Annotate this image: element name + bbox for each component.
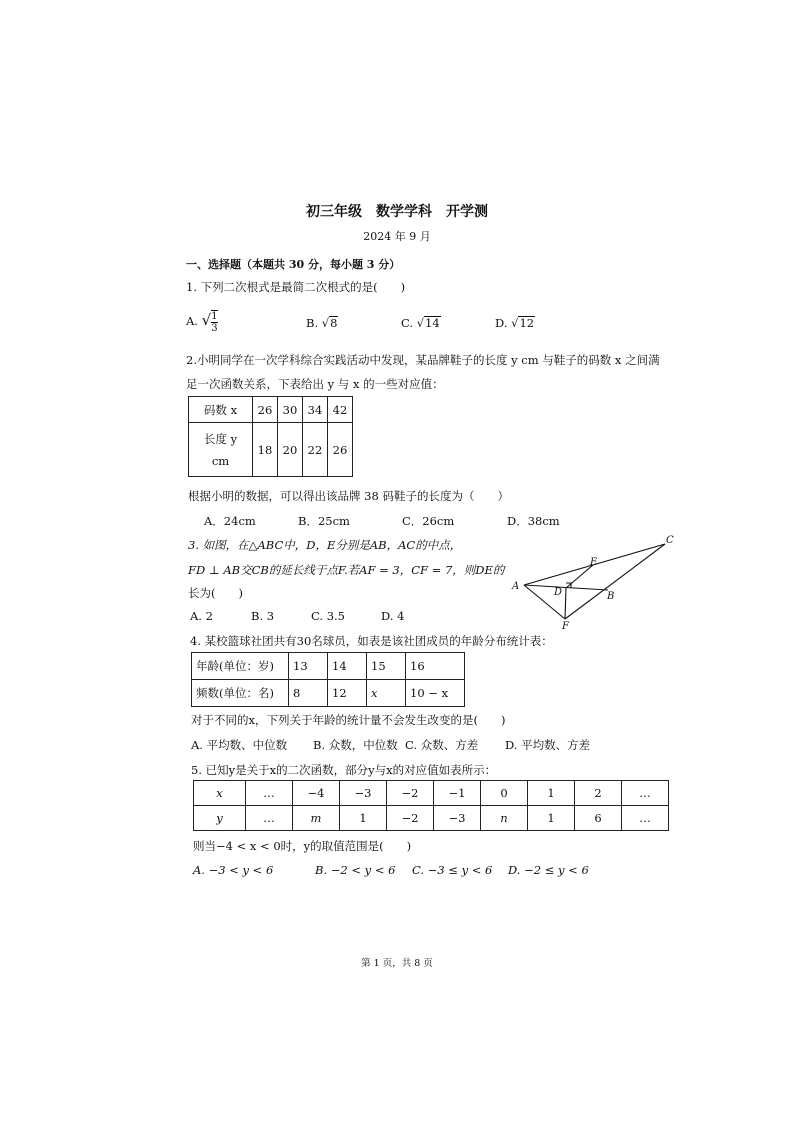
q1-b-radicand: 8 <box>330 316 338 330</box>
table-cell: −4 <box>293 781 340 806</box>
label-e: E <box>590 557 598 568</box>
table-cell: 12 <box>328 680 367 707</box>
table-cell: 1 <box>528 781 575 806</box>
table-cell: 15 <box>367 653 406 680</box>
q3-option: A. 2 <box>190 609 213 623</box>
table-cell: 16 <box>406 653 465 680</box>
q2-line1: 2.小明同学在一次学科综合实践活动中发现，某品牌鞋子的长度 y cm 与鞋子的码数 x 之间满 <box>186 353 660 367</box>
q1-option-c: C. √14 <box>401 316 440 330</box>
q2-row2-label <box>189 423 253 477</box>
table-cell: 8 <box>289 680 328 707</box>
q2-question: 根据小明的数据，可以得出该品牌 38 码鞋子的长度为（ ） <box>188 489 509 503</box>
table-cell: 26 <box>328 423 353 477</box>
q1-option-b: B. √8 <box>306 316 338 330</box>
q4-stem: 4. 某校篮球社团共有30名球员，如表是该社团成员的年龄分布统计表： <box>190 634 553 648</box>
q1-a-label: A. <box>186 314 198 328</box>
q3-option: B. 3 <box>251 609 275 623</box>
q2-option: A．24cm <box>204 514 256 528</box>
q5-question: 则当−4 < x < 0时，y的取值范围是( ) <box>193 839 412 853</box>
q4-option: D. 平均数、方差 <box>505 738 591 752</box>
table-cell: −2 <box>387 806 434 831</box>
table-cell: 1 <box>528 806 575 831</box>
q3-option: D. 4 <box>381 609 405 623</box>
label-c: C <box>666 535 674 546</box>
table-cell: n <box>481 806 528 831</box>
table-cell: 26 <box>253 397 278 423</box>
table-cell: −1 <box>434 781 481 806</box>
table-cell: x <box>367 680 406 707</box>
page-title: 初三年级 数学学科 开学测 <box>306 204 488 220</box>
triangle-figure <box>510 535 680 630</box>
page-footer: 第 1 页，共 8 页 <box>361 958 433 969</box>
label-b: B <box>607 591 615 602</box>
q1-d-label: D. <box>495 316 508 330</box>
q2-line2: 足一次函数关系，下表给出 y 与 x 的一些对应值： <box>186 377 444 391</box>
table-cell: 18 <box>253 423 278 477</box>
q4-option: B. 众数，中位数 <box>313 738 398 752</box>
q5-option: A. −3 < y < 6 <box>193 863 274 877</box>
q1-a-denominator: 3 <box>211 323 218 334</box>
q4-option: C. 众数、方差 <box>405 738 479 752</box>
table-cell: 22 <box>303 423 328 477</box>
table-cell: 1 <box>340 806 387 831</box>
table-cell: … <box>622 806 669 831</box>
q3-line2: FD ⊥ AB交CB的延长线于点F.若AF = 3，CF = 7，则DE的 <box>188 563 505 577</box>
q2-row2-label-line2: cm <box>211 453 230 468</box>
q1-c-radicand: 14 <box>425 316 440 330</box>
table-cell: 2 <box>575 781 622 806</box>
table-cell: 30 <box>278 397 303 423</box>
q4-question: 对于不同的x，下列关于年龄的统计量不会发生改变的是( ) <box>191 713 506 727</box>
table-cell: 10 − x <box>406 680 465 707</box>
q3-line1: 3. 如图，在△ABC中，D，E分别是AB，AC的中点， <box>188 538 462 552</box>
table-cell: 13 <box>289 653 328 680</box>
table-cell: 6 <box>575 806 622 831</box>
table-cell: m <box>293 806 340 831</box>
q3-option: C. 3.5 <box>311 609 345 623</box>
exam-date: 2024 年 9 月 <box>363 230 431 243</box>
q2-row2-label-line1: 长度 y <box>203 431 238 446</box>
label-f: F <box>562 621 569 630</box>
q2-option: B．25cm <box>298 514 350 528</box>
q5-stem: 5. 已知y是关于x的二次函数，部分y与x的对应值如表所示： <box>191 763 497 777</box>
q5-option: B. −2 < y < 6 <box>315 863 396 877</box>
q4-row1-label: 年龄(单位：岁) <box>192 653 289 680</box>
label-a: A <box>512 581 520 592</box>
q4-option: A. 平均数、中位数 <box>191 738 288 752</box>
q2-table <box>188 396 353 477</box>
table-cell: 14 <box>328 653 367 680</box>
q3-line3: 长为( ) <box>188 586 243 600</box>
q5-option: D. −2 ≤ y < 6 <box>508 863 589 877</box>
table-cell: 34 <box>303 397 328 423</box>
q1-a-fraction <box>211 310 217 334</box>
table-cell: … <box>622 781 669 806</box>
table-cell: −3 <box>340 781 387 806</box>
q1-c-label: C. <box>401 316 414 330</box>
q4-row2-label: 频数(单位：名) <box>192 680 289 707</box>
q1-b-label: B. <box>306 316 319 330</box>
q1-stem: 1. 下列二次根式是最简二次根式的是( ) <box>186 280 406 294</box>
radical-sign: √ <box>201 311 212 329</box>
table-cell: 42 <box>328 397 353 423</box>
q2-option: D．38cm <box>507 514 560 528</box>
table-cell: … <box>246 806 293 831</box>
q2-option: C．26cm <box>402 514 455 528</box>
segment-df <box>565 588 566 619</box>
q1-option-d: D. √12 <box>495 316 535 330</box>
table-cell: 20 <box>278 423 303 477</box>
section-heading: 一、选择题（本题共 30 分，每小题 3 分） <box>186 258 401 271</box>
q2-row1-label: 码数 x <box>189 397 253 423</box>
table-cell: −3 <box>434 806 481 831</box>
table-cell: 0 <box>481 781 528 806</box>
q5-table <box>193 780 669 831</box>
q1-a-numerator: 1 <box>211 311 218 322</box>
q5-option: C. −3 ≤ y < 6 <box>412 863 493 877</box>
q1-option-a <box>186 310 218 334</box>
label-d: D <box>554 587 563 598</box>
table-cell: −2 <box>387 781 434 806</box>
table-cell: x <box>194 781 246 806</box>
q4-table <box>191 652 465 707</box>
table-cell: y <box>194 806 246 831</box>
q1-d-radicand: 12 <box>519 316 535 330</box>
segment-cf <box>565 544 665 619</box>
table-cell: … <box>246 781 293 806</box>
